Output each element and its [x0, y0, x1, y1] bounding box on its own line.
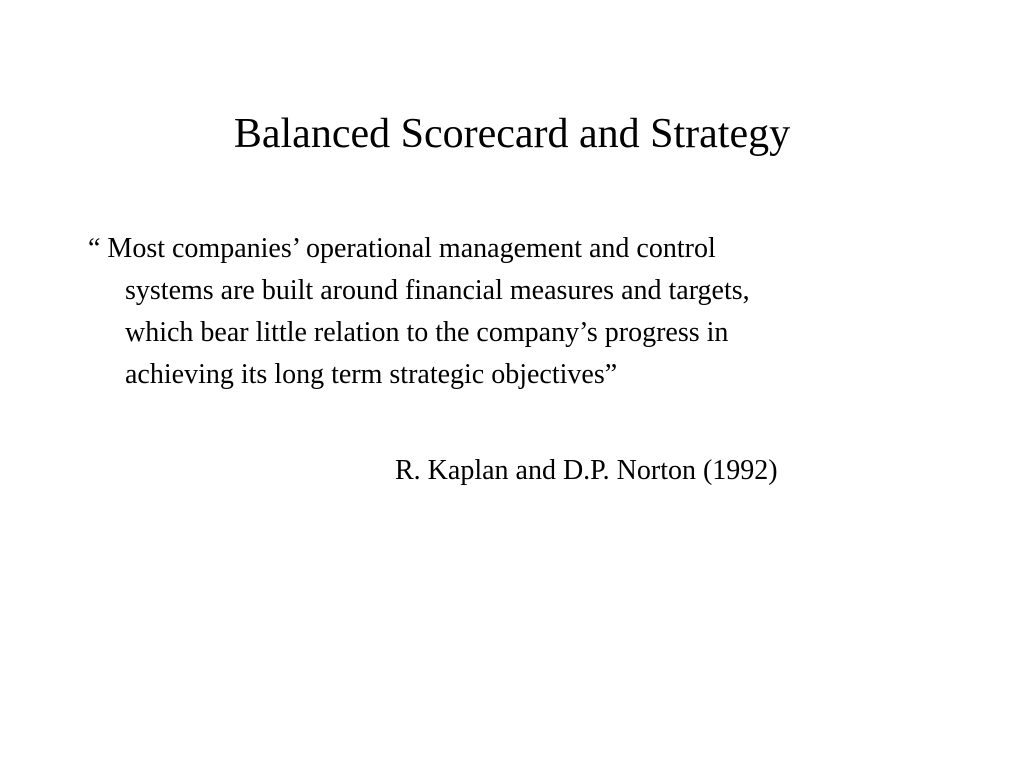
- quote-line: systems are built around financial measures and targets,: [125, 275, 750, 306]
- quote-line: which bear little relation to the company’s progress in: [125, 317, 729, 348]
- quote-citation: R. Kaplan and D.P. Norton (1992): [395, 455, 778, 486]
- slide-title: Balanced Scorecard and Strategy: [233, 111, 791, 157]
- quote-line: “ Most companies’ operational management and control: [88, 233, 716, 264]
- quote-line: achieving its long term strategic objectives”: [125, 359, 618, 390]
- quote-block: [88, 228, 908, 396]
